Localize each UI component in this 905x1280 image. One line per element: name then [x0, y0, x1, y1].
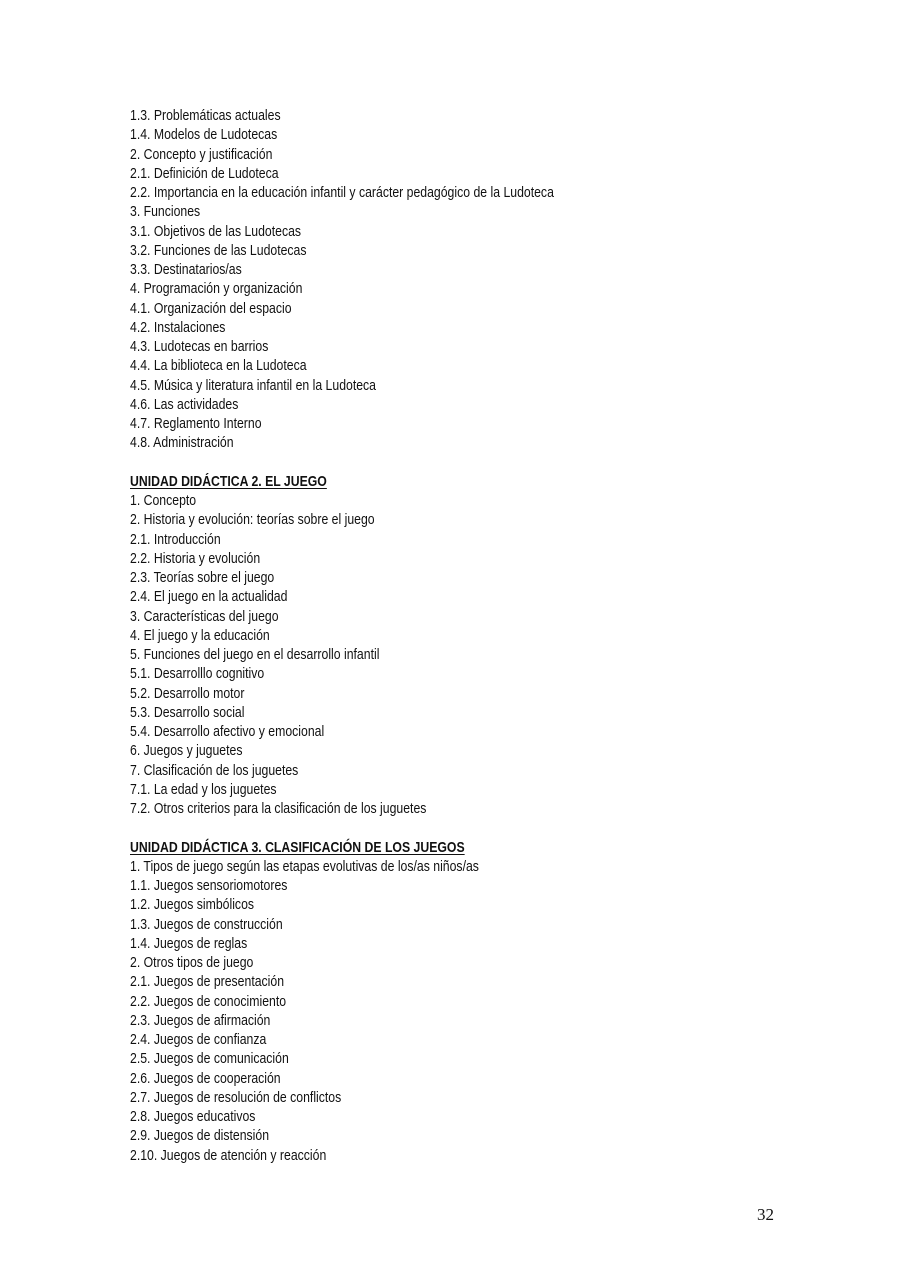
toc-item: 4.2. Instalaciones — [130, 319, 226, 336]
toc-item: 5.1. Desarrolllo cognitivo — [130, 666, 265, 683]
toc-item: 2.3. Juegos de afirmación — [130, 1012, 271, 1029]
toc-item: 3.3. Destinatarios/as — [130, 262, 242, 278]
toc-item: 2.4. El juego en la actualidad — [130, 589, 288, 606]
toc-item: 5.3. Desarrollo social — [130, 704, 245, 721]
toc-item: 2.8. Juegos educativos — [130, 1109, 256, 1125]
toc-item: 5. Funciones del juego en el desarrollo infantil — [130, 647, 380, 663]
toc-item: 2.4. Juegos de confianza — [130, 1032, 267, 1048]
toc-item: 2. Otros tipos de juego — [130, 955, 254, 971]
toc-item: 2.1. Definición de Ludoteca — [130, 165, 279, 182]
blank-line — [130, 819, 635, 838]
toc-item: 2.6. Juegos de cooperación — [130, 1070, 281, 1087]
section-heading: UNIDAD DIDÁCTICA 2. EL JUEGO — [130, 473, 327, 490]
toc-item: 1.3. Juegos de construcción — [130, 916, 283, 933]
section-heading: UNIDAD DIDÁCTICA 3. CLASIFICACIÓN DE LOS JUEGOS — [130, 839, 465, 856]
toc-item: 2.2. Historia y evolución — [130, 550, 261, 567]
toc-item: 3. Funciones — [130, 204, 201, 221]
toc-item: 5.2. Desarrollo motor — [130, 685, 245, 702]
toc-item: 2.1. Introducción — [130, 531, 221, 548]
toc-item: 4.4. La biblioteca en la Ludoteca — [130, 358, 307, 375]
toc-item: 4. El juego y la educación — [130, 627, 270, 644]
toc-item: 6. Juegos y juguetes — [130, 743, 243, 760]
toc-item: 2.9. Juegos de distensión — [130, 1128, 270, 1145]
toc-item: 3.1. Objetivos de las Ludotecas — [130, 223, 302, 240]
toc-item: 1.4. Juegos de reglas — [130, 935, 248, 952]
toc-item: 4.3. Ludotecas en barrios — [130, 339, 269, 355]
toc-item: 2. Concepto y justificación — [130, 146, 273, 163]
toc-item: 4.6. Las actividades — [130, 396, 239, 413]
toc-item: 4.1. Organización del espacio — [130, 300, 292, 317]
toc-item: 2.1. Juegos de presentación — [130, 974, 285, 991]
toc-item: 2.3. Teorías sobre el juego — [130, 570, 275, 586]
toc-item: 2. Historia y evolución: teorías sobre el juego — [130, 512, 375, 529]
toc-item: 3. Características del juego — [130, 608, 279, 625]
toc-item: 2.2. Juegos de conocimiento — [130, 993, 287, 1010]
page-number: 32 — [757, 1205, 774, 1224]
toc-item: 4.8. Administración — [130, 435, 234, 452]
toc-item: 1.3. Problemáticas actuales — [130, 108, 281, 124]
toc-item: 4.7. Reglamento Interno — [130, 416, 262, 432]
toc-item: 3.2. Funciones de las Ludotecas — [130, 242, 307, 259]
toc-item: 1.1. Juegos sensoriomotores — [130, 878, 288, 894]
toc-item: 7.2. Otros criterios para la clasificación de los juguetes — [130, 801, 427, 817]
table-of-contents — [130, 107, 635, 1166]
toc-item: 1. Tipos de juego según las etapas evolutivas de los/as niños/as — [130, 858, 479, 875]
toc-item: 7.1. La edad y los juguetes — [130, 781, 277, 798]
toc-item: 1. Concepto — [130, 493, 197, 509]
blank-line — [130, 454, 635, 473]
toc-item: 2.10. Juegos de atención y reacción — [130, 1147, 327, 1164]
toc-item: 1.4. Modelos de Ludotecas — [130, 127, 278, 144]
toc-item: 2.5. Juegos de comunicación — [130, 1051, 289, 1068]
toc-item: 2.7. Juegos de resolución de conflictos — [130, 1089, 342, 1106]
toc-item: 4.5. Música y literatura infantil en la Ludoteca — [130, 377, 377, 394]
toc-item: 2.2. Importancia en la educación infantil y carácter pedagógico de la Ludoteca — [130, 185, 554, 201]
toc-item: 4. Programación y organización — [130, 281, 303, 298]
toc-item: 7. Clasificación de los juguetes — [130, 762, 299, 779]
toc-item: 1.2. Juegos simbólicos — [130, 897, 255, 914]
toc-item: 5.4. Desarrollo afectivo y emocional — [130, 724, 325, 740]
